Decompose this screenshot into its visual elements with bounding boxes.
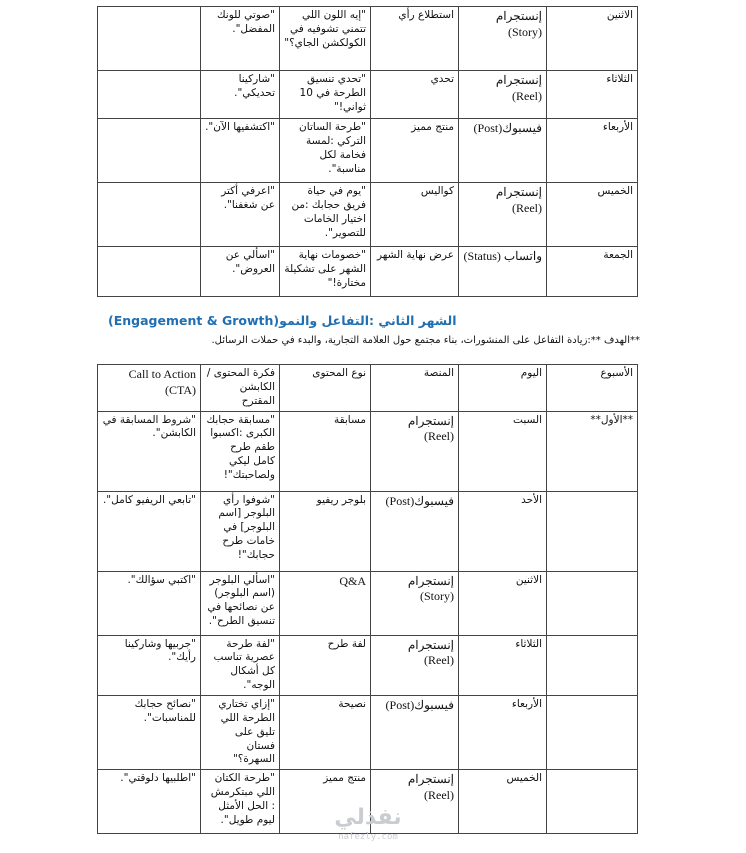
day-cell: الخميس [547, 183, 638, 247]
platform-cell: إنستجرام (Story) [459, 7, 547, 71]
table-row [98, 119, 638, 183]
cta-cell: "اكتشفيها الآن". [201, 119, 280, 183]
idea-cell: "خصومات نهاية الشهر على تشكيلة مختارة!" [280, 247, 371, 297]
month2-table [97, 364, 638, 834]
content-type-cell: بلوجر ريفيو [280, 491, 371, 571]
section-heading: الشهر الثاني :التفاعل والنمو(Engagement & Growth) [108, 313, 457, 328]
empty-cell [98, 119, 201, 183]
cta-cell: "صوتي للونك المفضل". [201, 7, 280, 71]
day-cell: الأربعاء [547, 119, 638, 183]
content-type-cell: Q&A [280, 571, 371, 635]
cta-cell: "جربيها وشاركينا رأيك". [98, 635, 201, 695]
week-cell [547, 696, 638, 770]
platform-cell: فيسبوك(Post) [371, 491, 459, 571]
table-header-row [98, 365, 638, 412]
table-row [98, 491, 638, 571]
content-type-cell: استطلاع رأي [371, 7, 459, 71]
content-type-cell: لفة طرح [280, 635, 371, 695]
table-row [98, 571, 638, 635]
watermark-logo [318, 805, 418, 849]
empty-cell [98, 7, 201, 71]
day-cell: الثلاثاء [459, 635, 547, 695]
header-day: اليوم [459, 365, 547, 412]
day-cell: الأربعاء [459, 696, 547, 770]
platform-cell: إنستجرام (Story) [371, 571, 459, 635]
day-cell: السبت [459, 411, 547, 491]
week-cell [547, 635, 638, 695]
header-week: الأسبوع [547, 365, 638, 412]
platform-cell: فيسبوك(Post) [459, 119, 547, 183]
header-cta: Call to Action (CTA) [98, 365, 201, 412]
table-row [98, 696, 638, 770]
platform-cell: إنستجرام (Reel) [459, 183, 547, 247]
cta-cell: "اكتبي سؤالك". [98, 571, 201, 635]
idea-cell: "طرحة الساتان التركي :لمسة فخامة لكل مناسبة". [280, 119, 371, 183]
week-cell [547, 571, 638, 635]
watermark-arabic: نفذلي [334, 805, 402, 830]
day-cell: الجمعة [547, 247, 638, 297]
idea-cell: "إزاي تختاري الطرحة اللي تليق على فستان السهرة؟" [201, 696, 280, 770]
content-type-cell: كواليس [371, 183, 459, 247]
cta-cell: "نصائح حجابك للمناسبات". [98, 696, 201, 770]
platform-cell: فيسبوك(Post) [371, 696, 459, 770]
idea-cell: "اسألي البلوجر (اسم البلوجر) عن نصائحها في تنسيق الطرح". [201, 571, 280, 635]
cta-cell: "شاركينا تحديكي". [201, 71, 280, 119]
idea-cell: "شوفوا رأي البلوجر [اسم البلوجر] في خامات طرح حجابك"! [201, 491, 280, 571]
content-type-cell: عرض نهاية الشهر [371, 247, 459, 297]
header-content-type: نوع المحتوى [280, 365, 371, 412]
platform-cell: واتساب (Status) [459, 247, 547, 297]
day-cell: الاثنين [547, 7, 638, 71]
content-type-cell: تحدي [371, 71, 459, 119]
idea-cell: "يوم في حياة فريق حجابك :من اختيار الخامات للتصوير". [280, 183, 371, 247]
watermark-latin: nafezly.com [338, 832, 398, 842]
table-row [98, 7, 638, 71]
cta-cell: "اطلبيها دلوقتي". [98, 770, 201, 834]
platform-cell: إنستجرام (Reel) [371, 770, 459, 834]
idea-cell: "لفة طرحة عصرية تناسب كل أشكال الوجه". [201, 635, 280, 695]
idea-cell: "طرحة الكتان اللي مبتكرمش : الحل الأمثل ليوم طويل". [201, 770, 280, 834]
day-cell: الثلاثاء [547, 71, 638, 119]
table-row [98, 635, 638, 695]
day-cell: الخميس [459, 770, 547, 834]
table-row [98, 247, 638, 297]
header-idea: فكرة المحتوى / الكابشن المقترح [201, 365, 280, 412]
table-row [98, 71, 638, 119]
week-cell [547, 770, 638, 834]
empty-cell [98, 247, 201, 297]
idea-cell: "تحدي تنسيق الطرحة في 10 ثواني!" [280, 71, 371, 119]
month1-table [97, 6, 638, 297]
cta-cell: "اسألي عن العروض". [201, 247, 280, 297]
header-platform: المنصة [371, 365, 459, 412]
platform-cell: إنستجرام (Reel) [459, 71, 547, 119]
content-type-cell: مسابقة [280, 411, 371, 491]
table-row [98, 411, 638, 491]
content-type-cell: نصيحة [280, 696, 371, 770]
day-cell: الأحد [459, 491, 547, 571]
platform-cell: إنستجرام (Reel) [371, 411, 459, 491]
week-cell [547, 491, 638, 571]
week-cell: **الأول** [547, 411, 638, 491]
day-cell: الاثنين [459, 571, 547, 635]
empty-cell [98, 71, 201, 119]
cta-cell: "تابعي الريفيو كامل". [98, 491, 201, 571]
content-type-cell: منتج مميز [280, 770, 371, 834]
idea-cell: "إيه اللون اللي تتمني تشوفيه في الكولكشن الجاي؟" [280, 7, 371, 71]
table-row [98, 183, 638, 247]
platform-cell: إنستجرام (Reel) [371, 635, 459, 695]
cta-cell: "اعرفي أكتر عن شغفنا". [201, 183, 280, 247]
idea-cell: "مسابقة حجابك الكبرى :اكسبوا طقم طرح كامل ليكي ولصاحبتك"! [201, 411, 280, 491]
empty-cell [98, 183, 201, 247]
content-type-cell: منتج مميز [371, 119, 459, 183]
cta-cell: "شروط المسابقة في الكابشن". [98, 411, 201, 491]
section-goal: **الهدف **:زيادة التفاعل على المنشورات، بناء مجتمع حول العلامة التجارية، والبدء في حملات الرسائل. [211, 335, 640, 346]
